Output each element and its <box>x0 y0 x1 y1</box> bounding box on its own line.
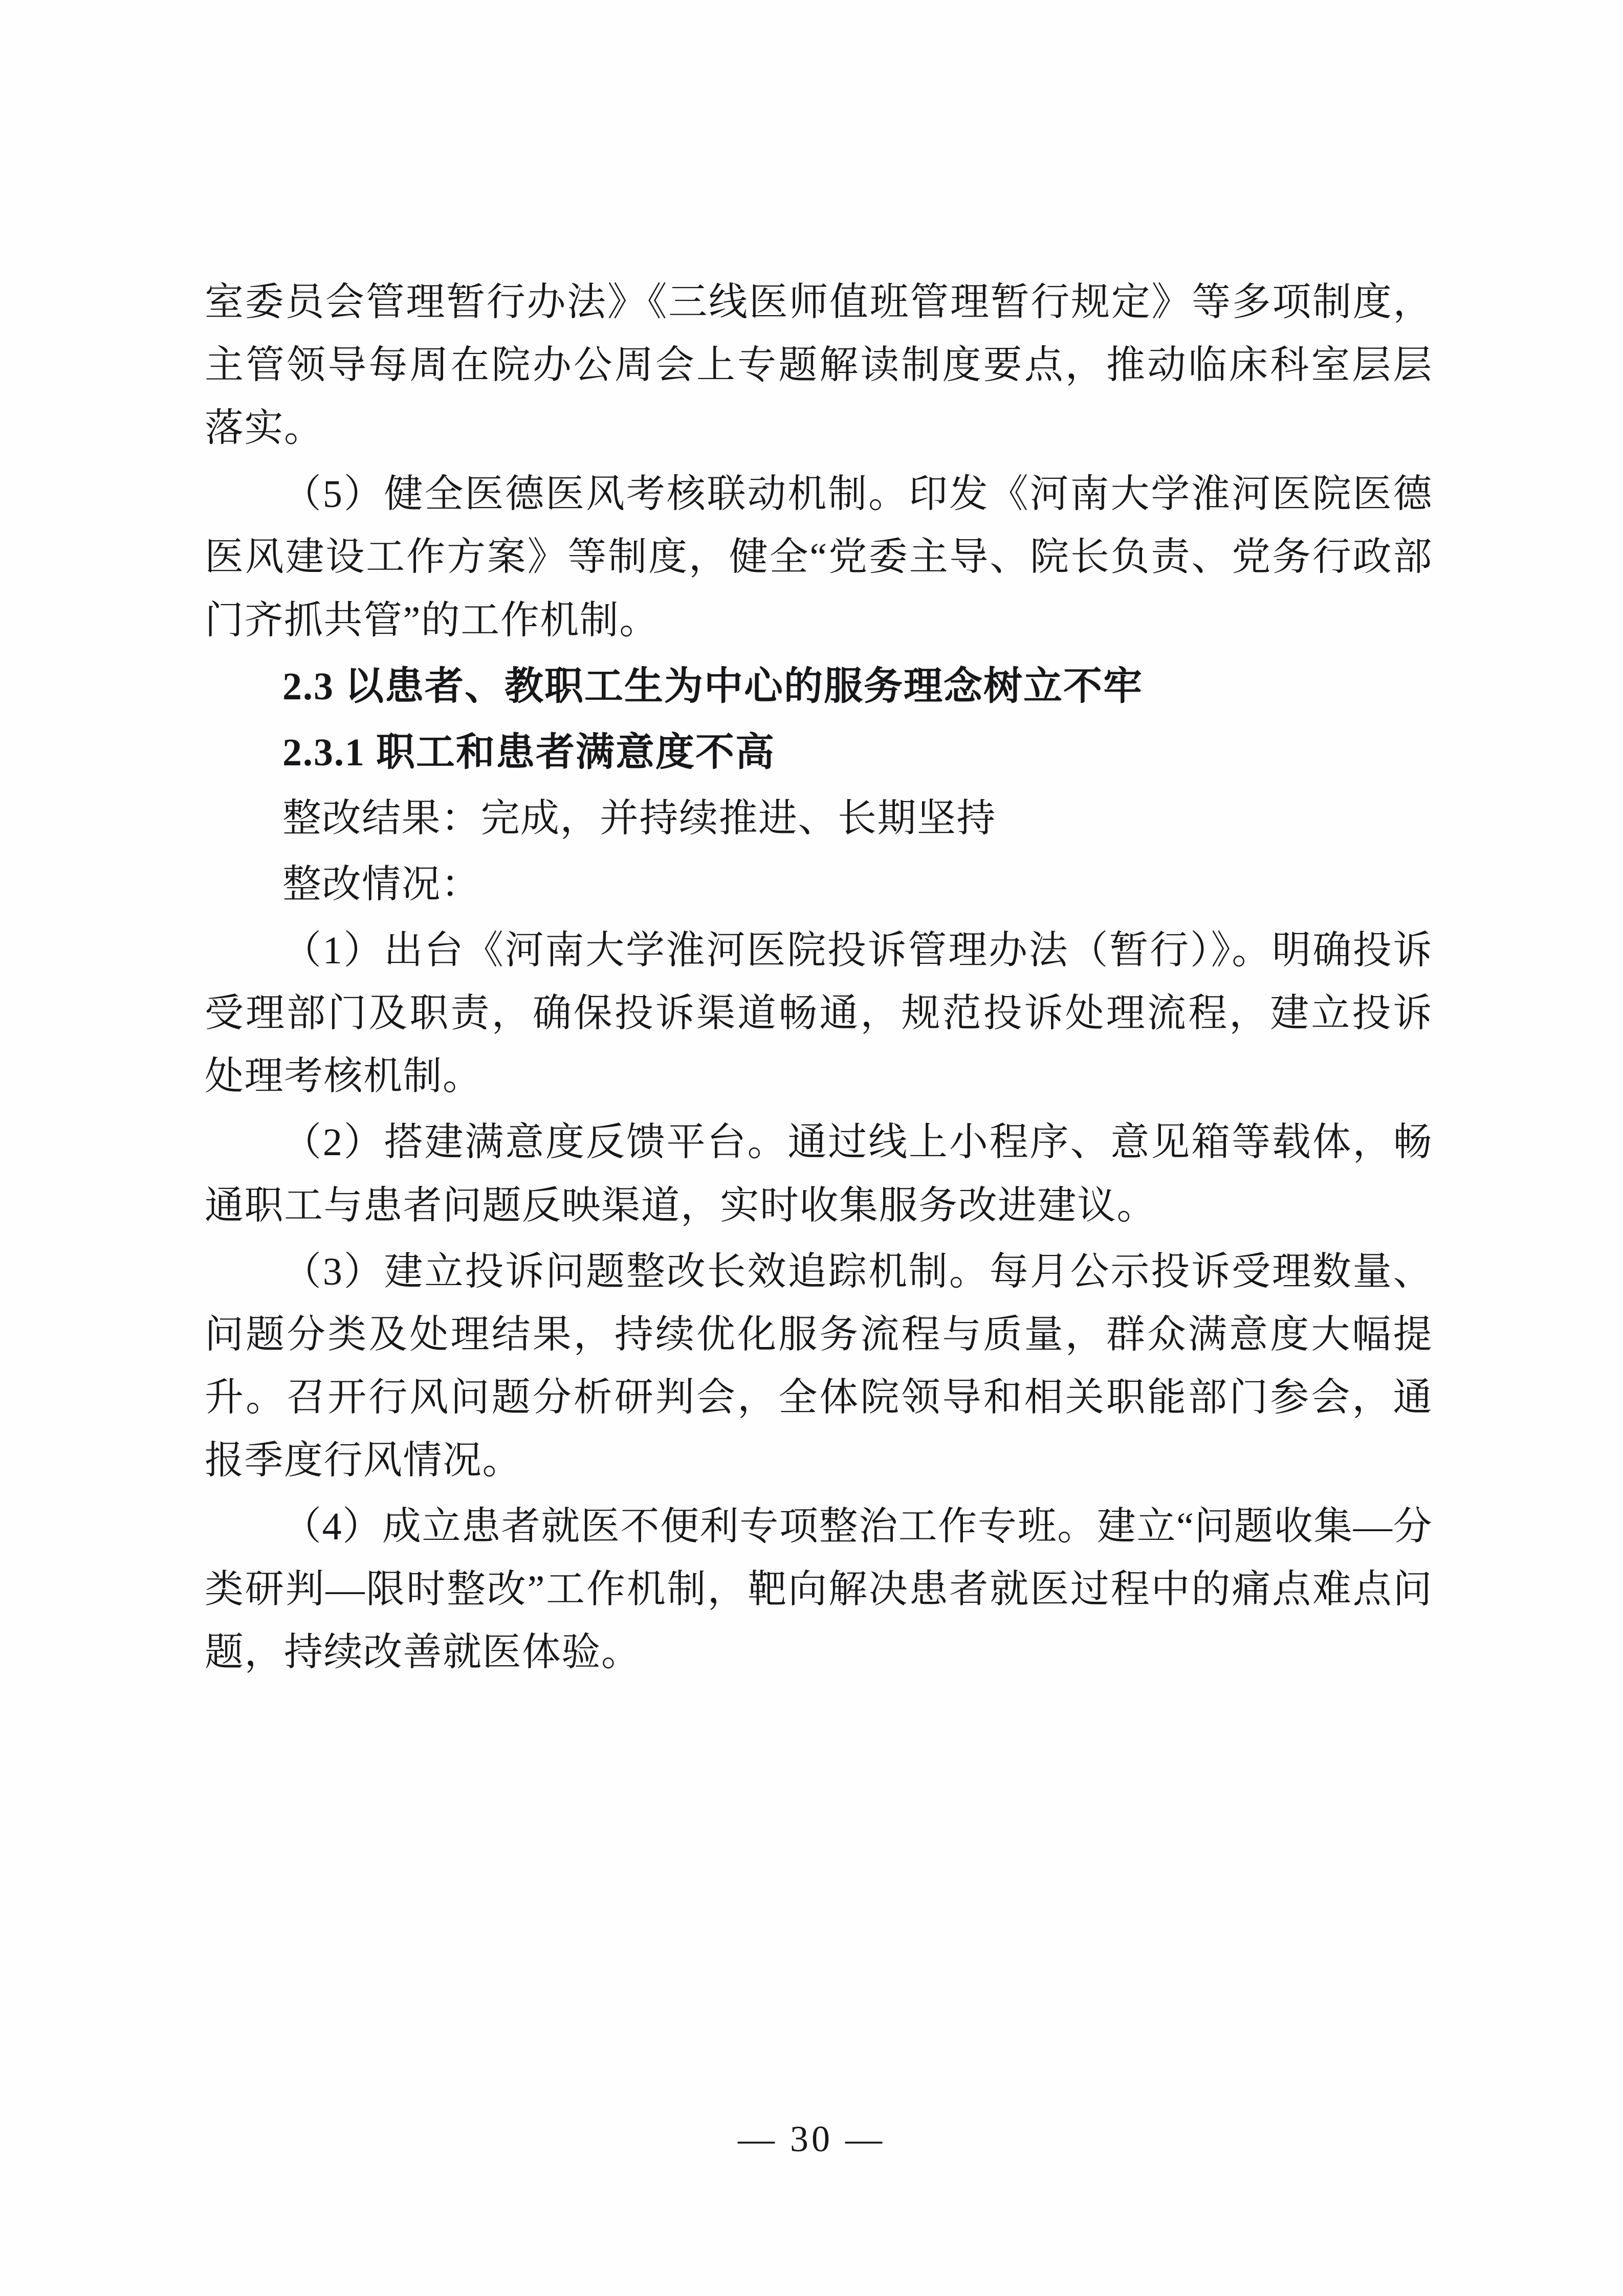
paragraph-item: （2）搭建满意度反馈平台。通过线上小程序、意见箱等载体，畅通职工与患者问题反映渠道，实时收集服务改进建议。 <box>205 1121 1433 1227</box>
paragraph: （5）健全医德医风考核联动机制。印发《河南大学淮河医院医德医风建设工作方案》等制度，健全“党委主导、院长负责、党务行政部门齐抓共管”的工作机制。 <box>205 473 1433 642</box>
paragraph-item: （3）建立投诉问题整改长效追踪机制。每月公示投诉受理数量、问题分类及处理结果，持续优化服务流程与质量，群众满意度大幅提升。召开行风问题分析研判会，全体院领导和相关职能部门参会，通报季度行风情况。 <box>205 1250 1433 1482</box>
paragraph-item: （1）出台《河南大学淮河医院投诉管理办法（暂行）》。明确投诉受理部门及职责，确保投诉渠道畅通，规范投诉处理流程，建立投诉处理考核机制。 <box>205 929 1433 1098</box>
section-heading: 2.3 以患者、教职工生为中心的服务理念树立不牢 <box>282 665 1143 708</box>
paragraph: 室委员会管理暂行办法》《三线医师值班管理暂行规定》等多项制度，主管领导每周在院办公周会上专题解读制度要点，推动临床科室层层落实。 <box>205 281 1433 450</box>
subsection-heading: 2.3.1 职工和患者满意度不高 <box>282 731 775 774</box>
paragraph-item: （4）成立患者就医不便利专项整治工作专班。建立“问题收集—分类研判—限时整改”工作机制，靶向解决患者就医过程中的痛点难点问题，持续改善就医体验。 <box>205 1505 1433 1674</box>
paragraph-situation: 整改情况： <box>282 863 481 906</box>
document-body <box>205 271 1433 1687</box>
paragraph-result: 整改结果：完成，并持续推进、长期坚持 <box>282 797 996 840</box>
page-number: — 30 — <box>738 2118 885 2159</box>
